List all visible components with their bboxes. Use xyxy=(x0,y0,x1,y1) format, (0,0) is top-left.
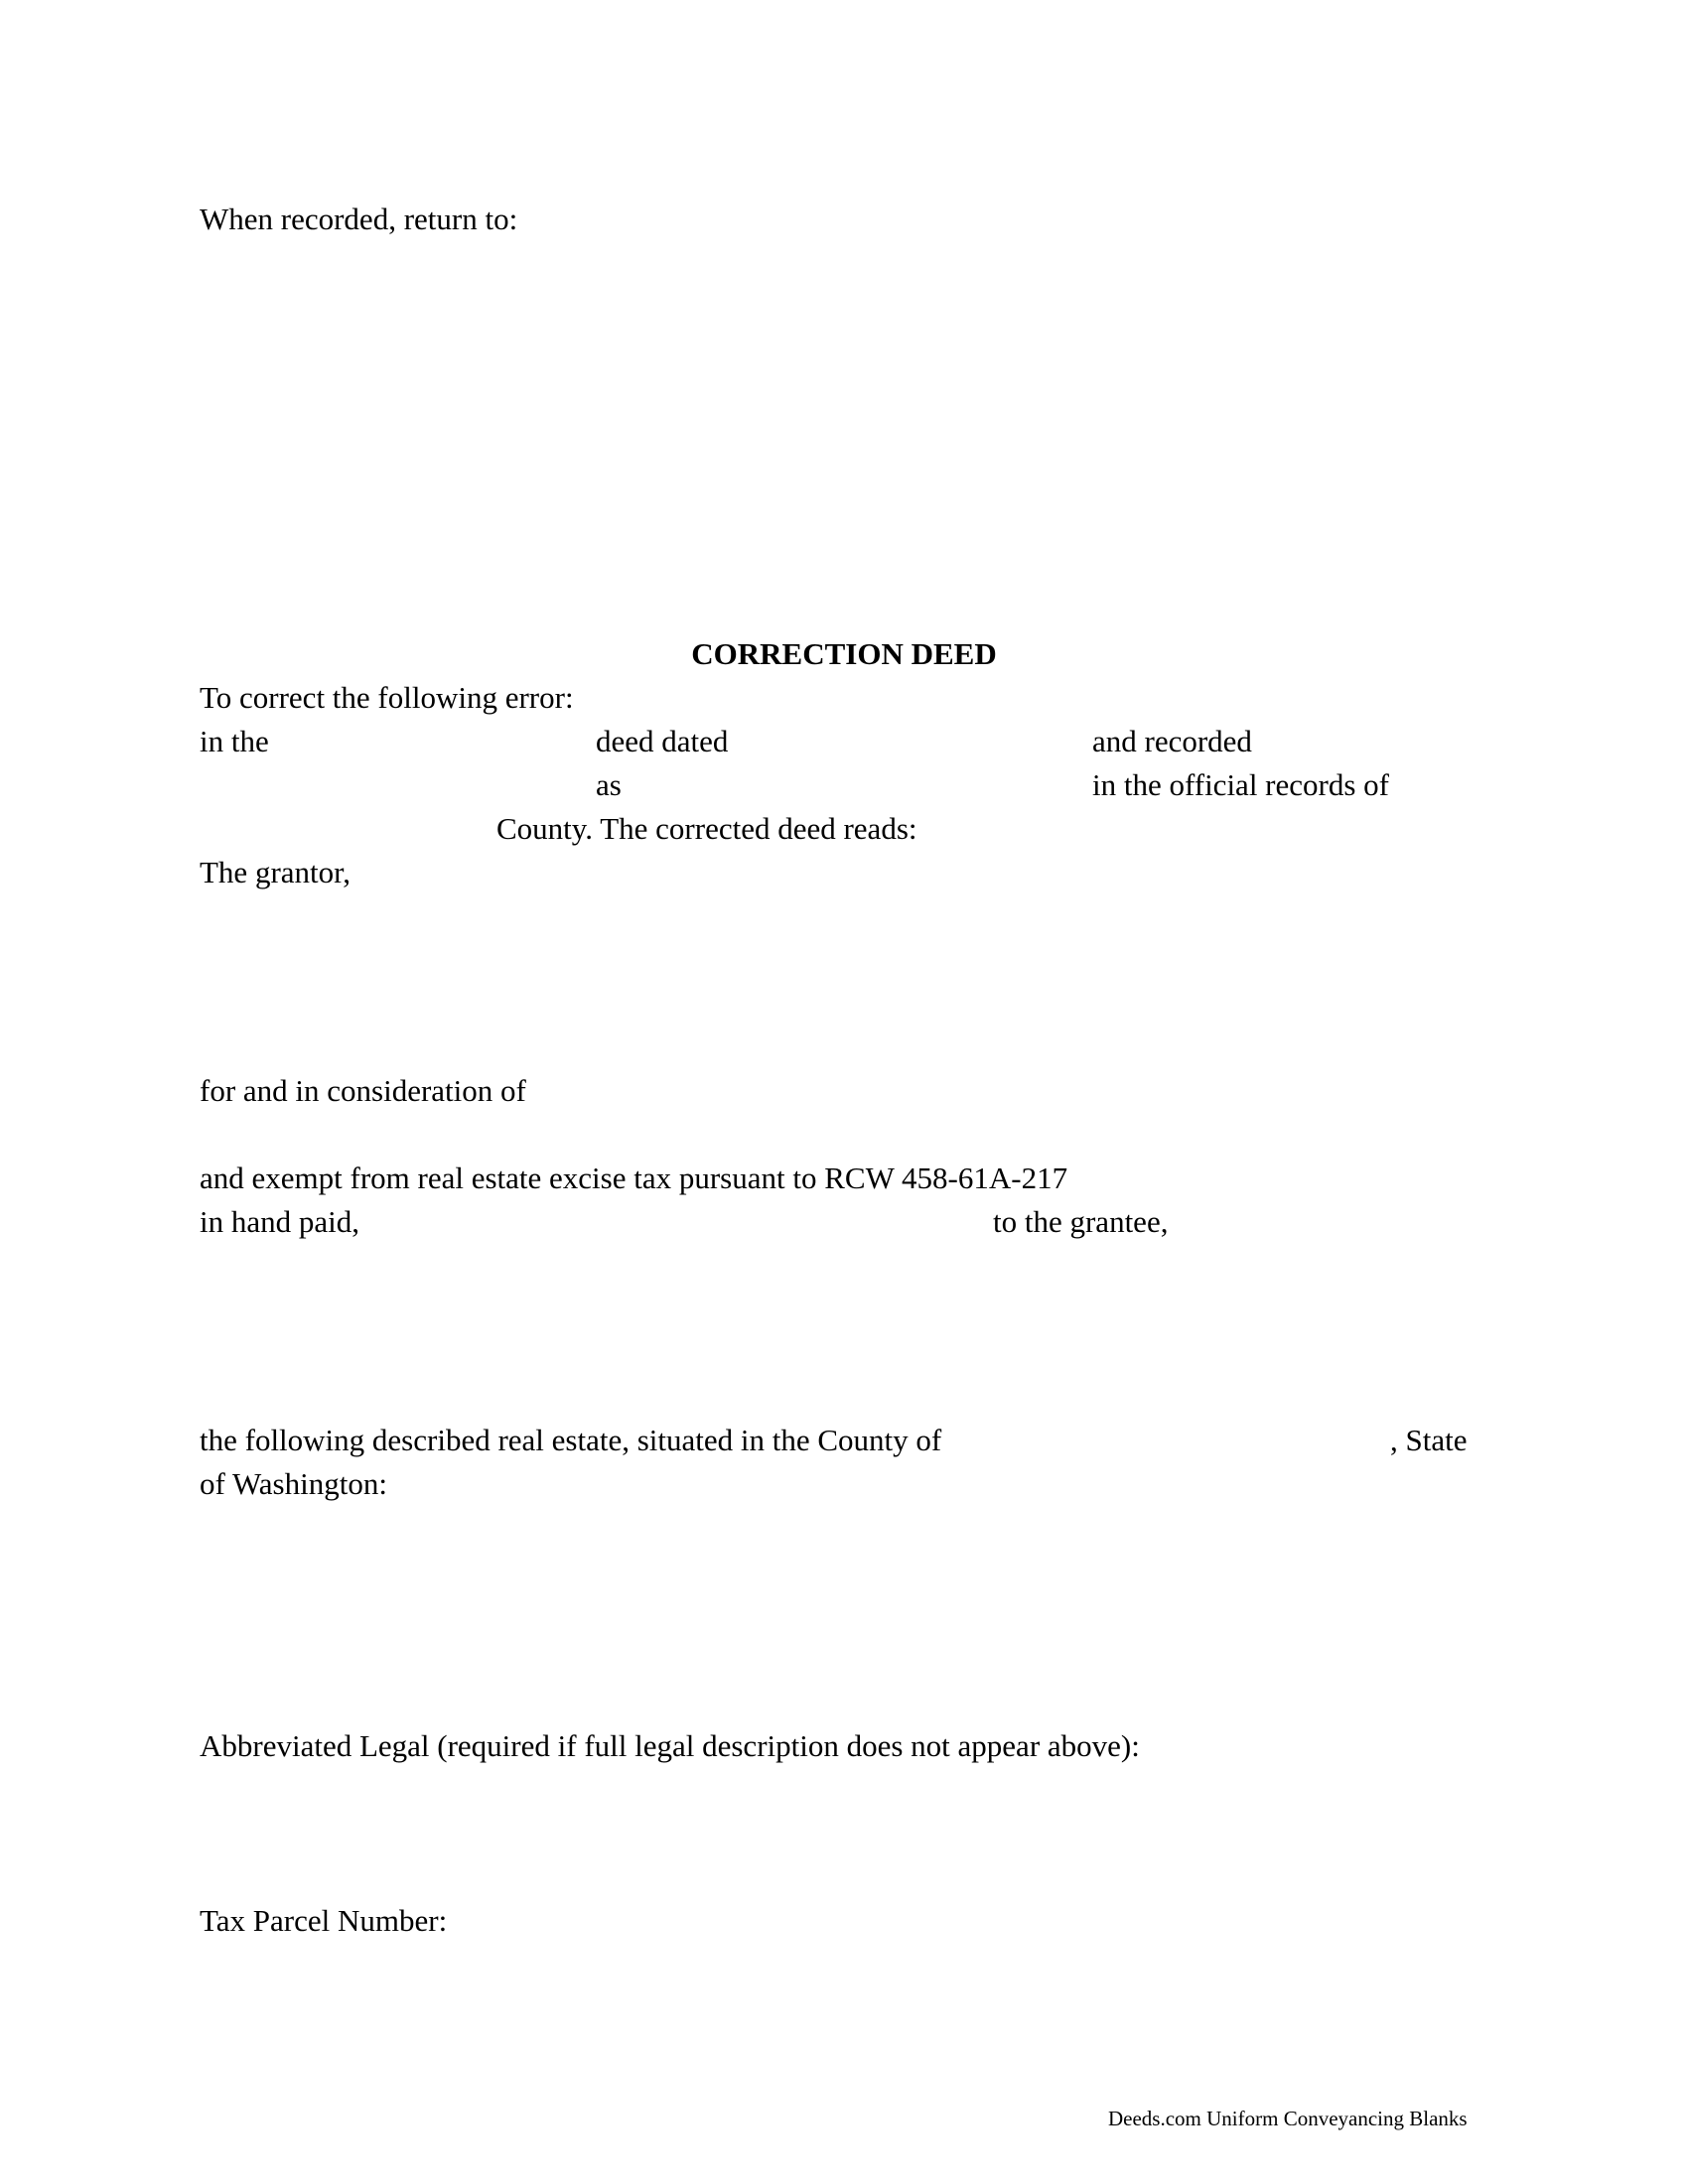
in-the-label: in the xyxy=(200,724,269,758)
tax-parcel-label: Tax Parcel Number: xyxy=(200,1903,448,1938)
grantor-label: The grantor, xyxy=(200,855,351,889)
described-real-estate-line: the following described real estate, situated in the County of xyxy=(200,1423,942,1457)
as-label: as xyxy=(596,767,622,802)
state-label: , State xyxy=(1390,1423,1468,1457)
abbreviated-legal-label: Abbreviated Legal (required if full legal description does not appear above): xyxy=(200,1728,1140,1763)
washington-label: of Washington: xyxy=(200,1466,387,1501)
return-to-label: When recorded, return to: xyxy=(200,202,518,236)
county-line: County. The corrected deed reads: xyxy=(496,811,917,846)
footer-text: Deeds.com Uniform Conveyancing Blanks xyxy=(1108,2107,1468,2130)
to-grantee-label: to the grantee, xyxy=(993,1204,1169,1239)
correct-error-label: To correct the following error: xyxy=(200,680,574,715)
official-records-label: in the official records of xyxy=(1092,767,1389,802)
hand-paid-label: in hand paid, xyxy=(200,1204,359,1239)
exempt-tax-line: and exempt from real estate excise tax pursuant to RCW 458-61A-217 xyxy=(200,1160,1068,1195)
consideration-label: for and in consideration of xyxy=(200,1073,526,1108)
and-recorded-label: and recorded xyxy=(1092,724,1252,758)
document-title: CORRECTION DEED xyxy=(691,636,997,671)
deed-dated-label: deed dated xyxy=(596,724,729,758)
